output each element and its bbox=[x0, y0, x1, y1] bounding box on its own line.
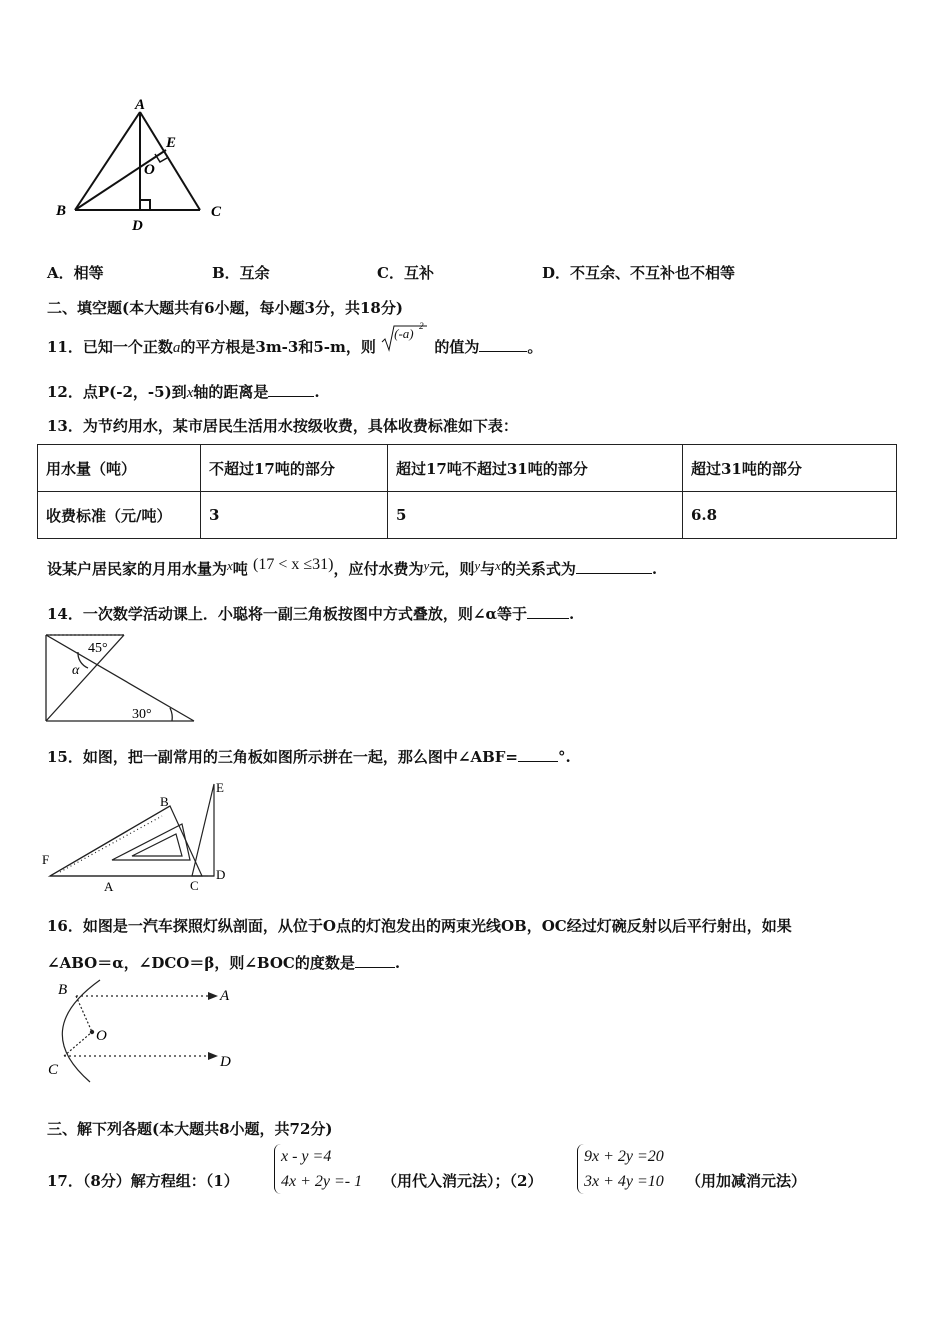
label-c: C bbox=[48, 1062, 59, 1078]
angle-45-label: 45° bbox=[88, 641, 108, 656]
label-c: C bbox=[211, 204, 222, 220]
question-17-pre: 17．（8分）解方程组：（1） bbox=[47, 1172, 239, 1190]
sqrt-expression: (-a) 2 bbox=[381, 334, 429, 354]
table-cell: 超过31吨的部分 bbox=[683, 445, 897, 492]
question-15: 15．如图，把一副常用的三角板如图所示拼在一起，那么图中∠ABF= °. bbox=[47, 748, 571, 766]
table-cell: 收费标准（元/吨） bbox=[38, 492, 201, 539]
label-b: B bbox=[56, 203, 67, 219]
table-row bbox=[38, 445, 897, 492]
option-b: B．互余 bbox=[212, 264, 270, 282]
label-b: B bbox=[58, 982, 68, 998]
equation-2a: 9x + 2y =20 bbox=[584, 1148, 664, 1165]
question-13-ask: 设某户居民家的月用水量为x吨 (17 < x ≤31)，应付水费为y元，则y与x的关系式为 . bbox=[47, 556, 658, 578]
label-e: E bbox=[166, 135, 177, 151]
table-cell: 不超过17吨的部分 bbox=[201, 445, 388, 492]
equation-1a: x - y =4 bbox=[281, 1148, 332, 1165]
question-12: 12．点P(-2，-5)到x轴的距离是 . bbox=[47, 383, 320, 401]
label-e: E bbox=[216, 780, 224, 795]
question-14: 14．一次数学活动课上．小聪将一副三角板按图中方式叠放，则∠α等于 . bbox=[47, 605, 575, 623]
headlight-figure bbox=[40, 978, 240, 1086]
set-square-figure-15 bbox=[42, 776, 242, 896]
option-c: C．互补 bbox=[377, 264, 434, 282]
table-cell: 超过17吨不超过31吨的部分 bbox=[388, 445, 683, 492]
label-b: B bbox=[160, 794, 169, 809]
question-11: 11．已知一个正数a的平方根是3m-3和5-m，则 (-a) 2 的值为 。 bbox=[47, 321, 543, 356]
label-d: D bbox=[220, 1054, 231, 1070]
label-a: A bbox=[104, 879, 114, 894]
label-a: A bbox=[220, 988, 230, 1004]
label-o: O bbox=[96, 1028, 107, 1044]
system-2 bbox=[584, 1144, 664, 1194]
water-fee-table bbox=[37, 444, 897, 539]
option-d: D．不互余、不互补也不相等 bbox=[542, 264, 736, 282]
table-cell: 3 bbox=[201, 492, 388, 539]
label-c: C bbox=[190, 878, 199, 893]
equation-2b: 3x + 4y =10 bbox=[584, 1173, 664, 1190]
label-a: A bbox=[135, 97, 146, 113]
question-16-line1: 16．如图是一汽车探照灯纵剖面，从位于O点的灯泡发出的两束光线OB，OC经过灯碗反射以后平行射出，如果 bbox=[47, 917, 792, 935]
angle-30-label: 30° bbox=[132, 707, 152, 722]
label-f: F bbox=[42, 852, 50, 867]
brace-1 bbox=[274, 1144, 281, 1194]
label-d: D bbox=[216, 867, 226, 882]
system-1 bbox=[281, 1144, 362, 1194]
section-3-heading: 三、解下列各题(本大题共8小题，共72分) bbox=[47, 1120, 333, 1138]
triangle-abc-figure bbox=[50, 92, 240, 237]
question-17-method-1: （用代入消元法）；（2） bbox=[382, 1172, 543, 1190]
table-cell: 用水量（吨） bbox=[38, 445, 201, 492]
set-square-figure-14 bbox=[42, 632, 198, 726]
question-16-line2: ∠ABO＝α，∠DCO＝β，则∠BOC的度数是 . bbox=[47, 954, 401, 972]
question-17-method-2: （用加减消元法） bbox=[686, 1172, 807, 1190]
option-a: A．相等 bbox=[47, 264, 104, 282]
section-2-heading: 二、填空题(本大题共有6小题，每小题3分，共18分) bbox=[47, 299, 403, 317]
table-cell: 5 bbox=[388, 492, 683, 539]
label-d: D bbox=[132, 218, 143, 234]
table-cell: 6.8 bbox=[683, 492, 897, 539]
table-row bbox=[38, 492, 897, 539]
brace-2 bbox=[577, 1144, 584, 1194]
label-o: O bbox=[144, 162, 155, 178]
alpha-label: α bbox=[72, 663, 80, 678]
equation-1b: 4x + 2y =- 1 bbox=[281, 1173, 363, 1190]
question-13-intro: 13．为节约用水，某市居民生活用水按级收费，具体收费标准如下表： bbox=[47, 417, 518, 435]
